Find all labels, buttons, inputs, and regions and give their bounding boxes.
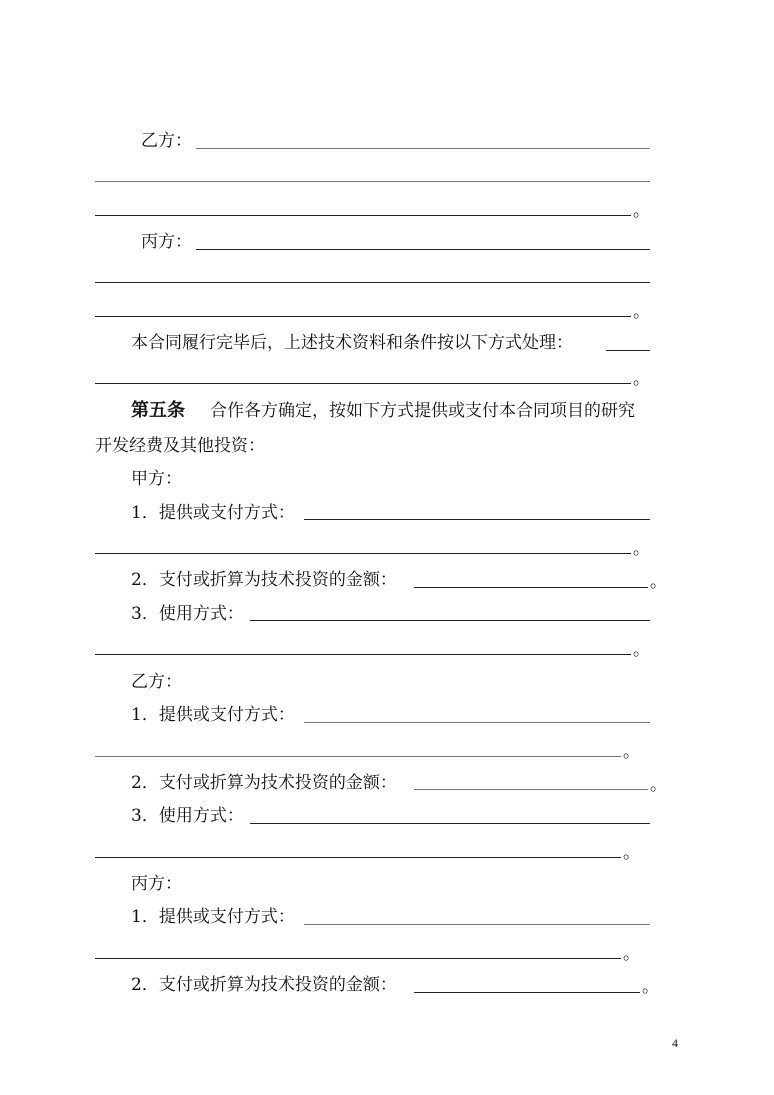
party-b-item2: 2．支付或折算为技术投资的金额： bbox=[131, 773, 397, 793]
period: 。 bbox=[633, 640, 650, 660]
party-b-invest-label: 乙方： bbox=[131, 672, 182, 692]
party-c-line-3[interactable] bbox=[95, 316, 631, 317]
period: 。 bbox=[633, 302, 650, 322]
party-b-label: 乙方： bbox=[141, 131, 192, 151]
party-c-item1-line-2[interactable] bbox=[95, 958, 621, 959]
period: 。 bbox=[623, 843, 640, 863]
party-b-item1-line-2[interactable] bbox=[95, 756, 621, 757]
party-c-item1: 1．提供或支付方式： bbox=[131, 907, 295, 927]
period: 。 bbox=[650, 775, 667, 795]
party-a-item3-line-2[interactable] bbox=[95, 654, 631, 655]
period: 。 bbox=[650, 572, 667, 592]
party-c-line-1[interactable] bbox=[196, 249, 650, 250]
article5-title: 第五条 bbox=[131, 400, 185, 421]
party-c-item2-line[interactable] bbox=[414, 992, 640, 993]
party-b-line-1[interactable] bbox=[196, 148, 650, 149]
handling-line-2[interactable] bbox=[95, 383, 631, 384]
handling-line-1[interactable] bbox=[606, 350, 650, 351]
party-b-item3: 3．使用方式： bbox=[131, 806, 244, 826]
party-a-item1-line-2[interactable] bbox=[95, 553, 631, 554]
party-c-item1-line-1[interactable] bbox=[304, 924, 650, 925]
period: 。 bbox=[623, 742, 640, 762]
party-b-item1: 1．提供或支付方式： bbox=[131, 705, 295, 725]
party-a-item3-line-1[interactable] bbox=[250, 620, 650, 621]
party-c-line-2[interactable] bbox=[95, 282, 650, 283]
party-a-item2: 2．支付或折算为技术投资的金额： bbox=[131, 570, 397, 590]
article5-line2: 开发经费及其他投资： bbox=[95, 436, 265, 456]
party-b-item2-line[interactable] bbox=[414, 789, 648, 790]
party-c-invest-label: 丙方： bbox=[131, 874, 182, 894]
article5-line1: 合作各方确定，按如下方式提供或支付本合同项目的研究 bbox=[210, 401, 635, 421]
party-a-item2-line[interactable] bbox=[414, 587, 648, 588]
party-c-label: 丙方： bbox=[141, 232, 192, 252]
period: 。 bbox=[633, 539, 650, 559]
party-a-item3: 3．使用方式： bbox=[131, 604, 244, 624]
party-a-item1-line-1[interactable] bbox=[304, 519, 650, 520]
party-c-item2: 2．支付或折算为技术投资的金额： bbox=[131, 975, 397, 995]
period: 。 bbox=[633, 369, 650, 389]
party-b-item3-line-2[interactable] bbox=[95, 857, 621, 858]
period: 。 bbox=[623, 944, 640, 964]
party-b-line-2[interactable] bbox=[95, 181, 650, 182]
period: 。 bbox=[642, 977, 659, 997]
party-b-item1-line-1[interactable] bbox=[304, 722, 650, 723]
party-b-item3-line-1[interactable] bbox=[250, 823, 650, 824]
handling-text: 本合同履行完毕后，上述技术资料和条件按以下方式处理： bbox=[131, 333, 573, 353]
page-number: 4 bbox=[672, 1036, 678, 1050]
party-a-item1: 1．提供或支付方式： bbox=[131, 503, 295, 523]
period: 。 bbox=[633, 201, 650, 221]
party-a-label: 甲方： bbox=[131, 469, 182, 489]
party-b-line-3[interactable] bbox=[95, 215, 631, 216]
